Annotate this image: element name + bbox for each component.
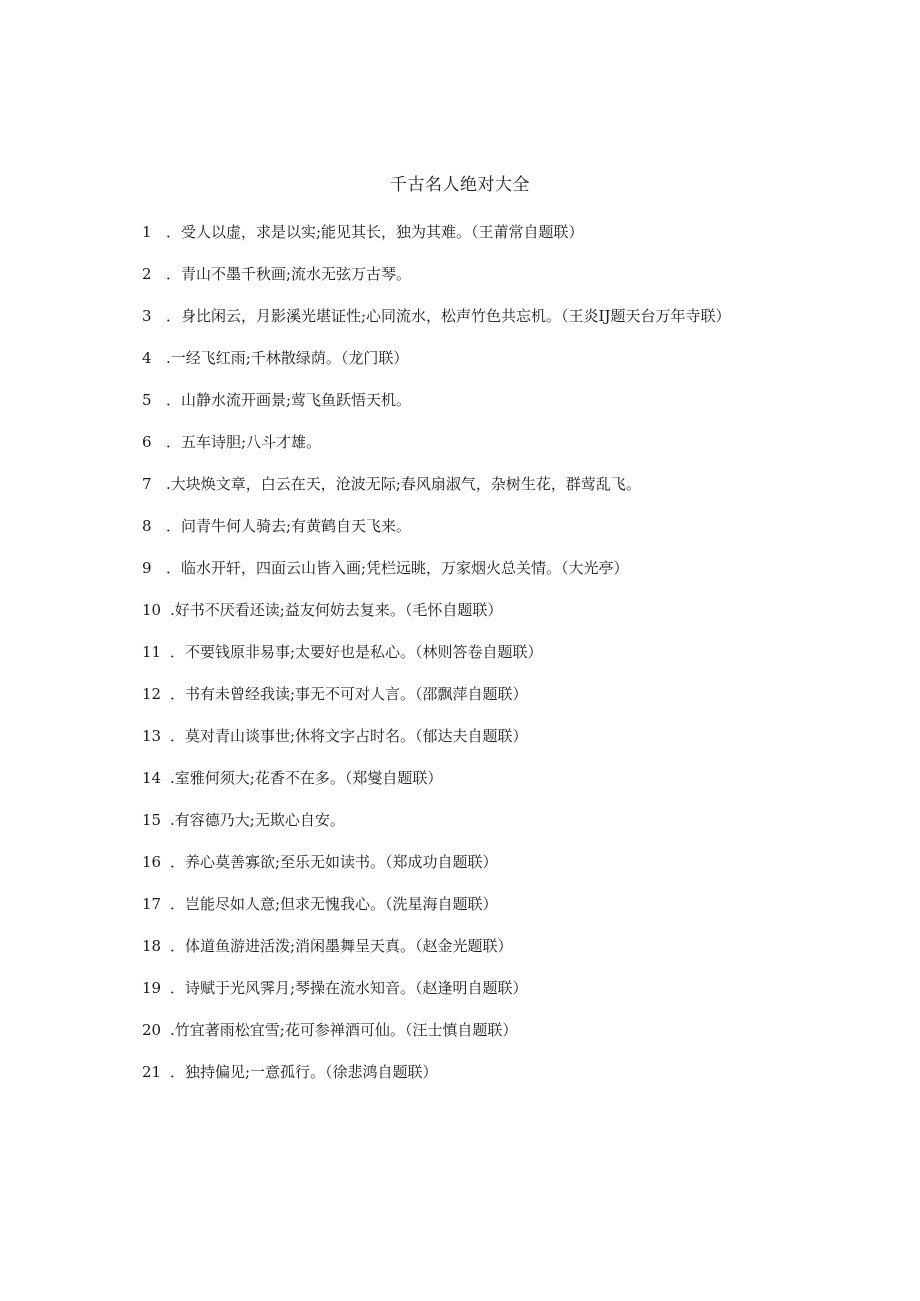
item-number: 11 [142, 643, 162, 661]
item-number: 12 [142, 685, 162, 703]
item-text: ．身比闲云，月影溪光堪证性;心同流水，松声竹色共忘机。（王炎IJ题天台万年寺联） [166, 307, 731, 325]
list-item [142, 726, 782, 746]
list-item [142, 978, 782, 998]
item-number: 15 [142, 811, 162, 829]
item-number: 8 [142, 517, 152, 535]
item-text: ．养心莫善寡欲;至乐无如读书。（郑成功自题联） [170, 853, 498, 871]
page-title: 千古名人绝对大全 [390, 175, 530, 195]
item-number: 18 [142, 937, 162, 955]
list-item [142, 936, 782, 956]
item-text: .室雅何须大;花香不在多。（郑燮自题联） [170, 769, 443, 787]
list-item [142, 516, 782, 536]
list-item [142, 222, 782, 242]
item-number: 19 [142, 979, 162, 997]
item-text: .一经飞红雨;千林散绿荫。（龙门联） [166, 349, 409, 367]
list-item [142, 558, 782, 578]
item-number: 13 [142, 727, 162, 745]
item-number: 7 [142, 475, 152, 493]
list-item [142, 684, 782, 704]
list-item [142, 852, 782, 872]
item-number: 3 [142, 307, 152, 325]
list-item [142, 390, 782, 410]
item-text: .有容德乃大;无欺心自安。 [170, 811, 345, 829]
item-text: ．五车诗胆;八斗才雄。 [166, 433, 322, 451]
list-item [142, 1020, 782, 1040]
item-text: ．书有未曾经我读;事无不可对人言。（邵飘萍自题联） [170, 685, 528, 703]
item-text: ．不要钱原非易事;太要好也是私心。（林则答卷自题联） [170, 643, 543, 661]
list-item [142, 642, 782, 662]
item-number: 2 [142, 265, 152, 283]
item-text: ．诗赋于光风霁月;琴操在流水知音。（赵逢明自题联） [170, 979, 528, 997]
list-item [142, 810, 782, 830]
list-item [142, 474, 782, 494]
item-number: 1 [142, 223, 152, 241]
list-item [142, 768, 782, 788]
list-item [142, 306, 782, 326]
list-item [142, 264, 782, 284]
list-item [142, 1062, 782, 1082]
couplet-list [142, 222, 782, 1104]
item-number: 21 [142, 1063, 162, 1081]
item-number: 16 [142, 853, 162, 871]
item-text: ．问青牛何人骑去;有黄鹤自天飞来。 [166, 517, 412, 535]
item-text: ．受人以虚，求是以实;能见其长，独为其难。（王莆常自题联） [166, 223, 584, 241]
item-text: ．独持偏见;一意孤行。（徐悲鸿自题联） [170, 1063, 438, 1081]
item-number: 17 [142, 895, 162, 913]
item-text: ．岂能尽如人意;但求无愧我心。（洗星海自题联） [170, 895, 498, 913]
item-number: 10 [142, 601, 162, 619]
item-text: .大块焕文章，白云在天，沧波无际;春风扇淑气，杂树生花，群莺乱飞。 [166, 475, 641, 493]
item-number: 5 [142, 391, 152, 409]
item-text: ．山静水流开画景;莺飞鱼跃悟天机。 [166, 391, 412, 409]
item-text: ．莫对青山谈事世;休将文字占时名。（郁达夫自题联） [170, 727, 528, 745]
list-item [142, 432, 782, 452]
item-number: 9 [142, 559, 152, 577]
item-text: .好书不厌看还读;益友何妨去复来。（毛怀自题联） [170, 601, 503, 619]
item-number: 14 [142, 769, 162, 787]
item-text: ．临水开轩，四面云山皆入画;凭栏远眺，万家烟火总关情。（大光亭） [166, 559, 629, 577]
item-text: .竹宜著雨松宜雪;花可参禅酒可仙。（汪士慎自题联） [170, 1021, 518, 1039]
item-text: ．体道鱼游进活泼;消闲墨舞呈天真。（赵金光题联） [170, 937, 513, 955]
item-number: 4 [142, 349, 152, 367]
list-item [142, 348, 782, 368]
list-item [142, 600, 782, 620]
item-number: 6 [142, 433, 152, 451]
item-number: 20 [142, 1021, 162, 1039]
item-text: ．青山不墨千秋画;流水无弦万古琴。 [166, 265, 412, 283]
list-item [142, 894, 782, 914]
